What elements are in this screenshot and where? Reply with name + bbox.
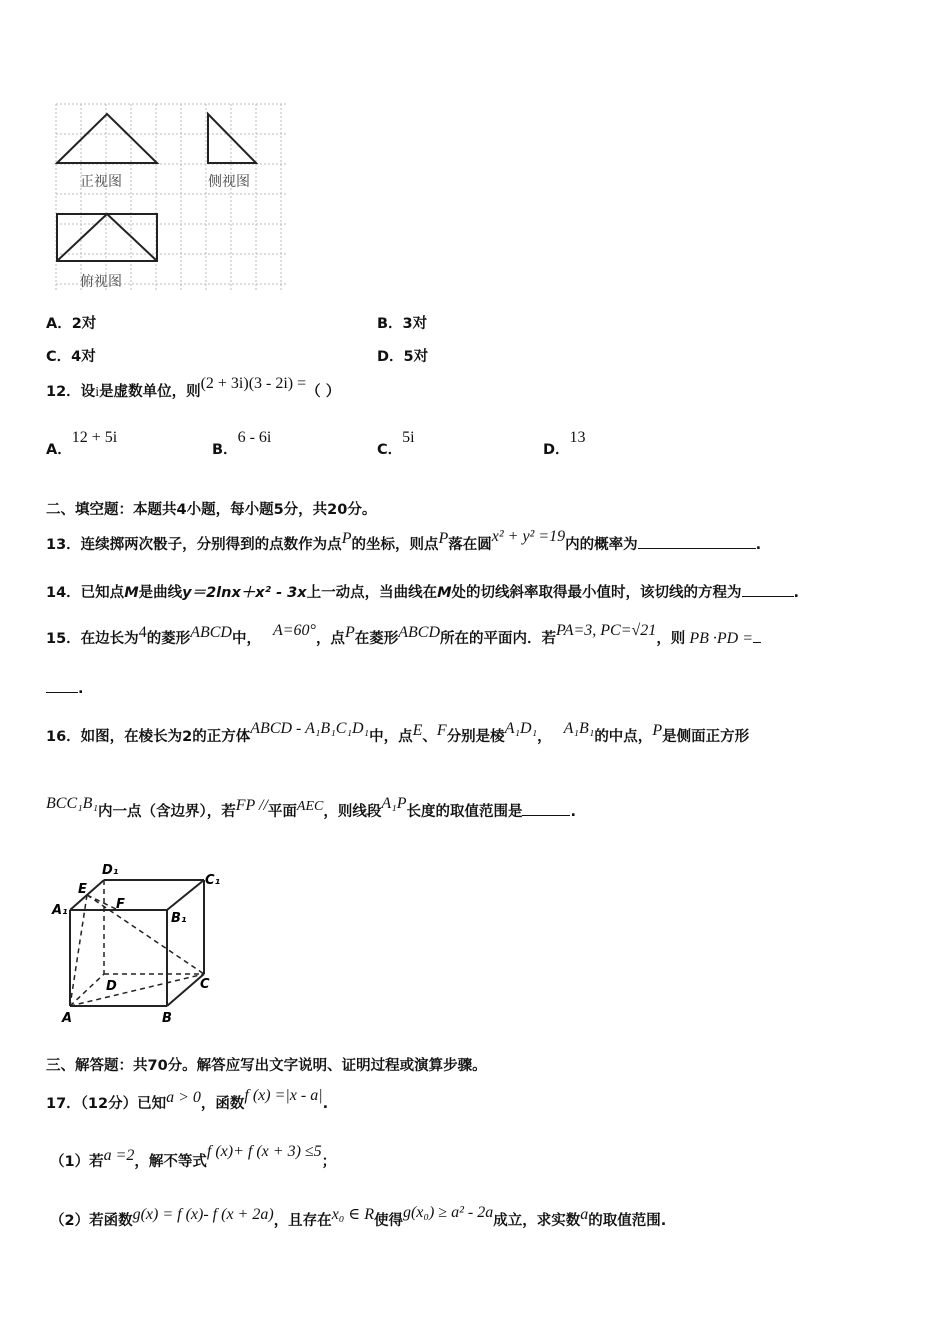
q12-option-d: D．13 — [543, 429, 586, 458]
question-16-line-2: BCC₁B₁内一点（含边界），若FP //平面AEC，则线段A₁P长度的取值范围是 . — [46, 795, 576, 820]
q12-option-b: B．6 - 6i — [212, 429, 272, 458]
cube-figure — [48, 858, 228, 1028]
cube-label-a: A — [62, 1011, 73, 1026]
question-17-part-2: （2）若函数g(x) = f (x)- f (x + 2a)，且存在x₀ ∈ R使得g(x₀) ≥ a² - 2a成立，求实数a的取值范围. — [50, 1204, 667, 1229]
cube-label-d1: D₁ — [102, 863, 119, 878]
three-view-figure — [50, 100, 290, 296]
cube-label-a1: A₁ — [52, 903, 68, 918]
cube-label-f: F — [116, 897, 125, 912]
question-13: 13．连续掷两次骰子，分别得到的点数作为点P的坐标，则点P落在圆x² + y² =19内的概率为 . — [46, 528, 762, 553]
side-view-label: 侧视图 — [208, 174, 250, 190]
q11-option-a: A．2对 — [46, 316, 97, 332]
question-12-stem: 12．设i是虚数单位，则(2 + 3i)(3 - 2i) =（ ） — [46, 375, 341, 400]
q11-option-c: C．4对 — [46, 349, 96, 365]
cube-label-d: D — [106, 979, 117, 994]
q11-option-b: B．3对 — [377, 316, 428, 332]
cube-label-c: C — [200, 977, 210, 992]
top-view-label: 俯视图 — [80, 274, 122, 290]
front-view-label: 正视图 — [80, 174, 122, 190]
q12-option-a: A．12 + 5i — [46, 429, 118, 458]
q11-option-d: D．5对 — [377, 349, 429, 365]
section-2-heading: 二、填空题：本题共4小题，每小题5分，共20分。 — [46, 502, 377, 518]
side-view-triangle — [208, 114, 256, 163]
question-15: 15．在边长为4的菱形ABCD中， A=60°，点P在菱形ABCD所在的平面内．若PA=3, PC=√21，则 PB ·PD = — [46, 627, 761, 648]
question-14: 14．已知点M是曲线y＝2lnx＋x² - 3x上一动点，当曲线在M处的切线斜率取得最小值时，该切线的方程为 . — [46, 585, 800, 601]
q12-option-c: C．5i — [377, 429, 415, 458]
question-16-line-1: 16．如图，在棱长为2的正方体ABCD - A₁B₁C₁D₁中，点E、F分别是棱A₁D₁， A₁B₁的中点，P是侧面正方形 — [46, 720, 750, 745]
section-3-heading: 三、解答题：共70分。解答应写出文字说明、证明过程或演算步骤。 — [46, 1058, 487, 1074]
cube-label-b: B — [162, 1011, 172, 1026]
question-17: 17．（12分）已知a > 0，函数f (x) =|x - a|. — [46, 1087, 329, 1112]
question-17-part-1: （1）若a =2，解不等式f (x)+ f (x + 3) ≤5； — [50, 1143, 337, 1170]
cube-label-c1: C₁ — [205, 873, 221, 888]
cube-label-e: E — [78, 882, 87, 897]
cube-label-b1: B₁ — [171, 911, 187, 926]
question-15-answer-blank: . — [46, 680, 84, 697]
front-view-triangle — [57, 114, 157, 163]
grid-lines — [56, 104, 286, 290]
